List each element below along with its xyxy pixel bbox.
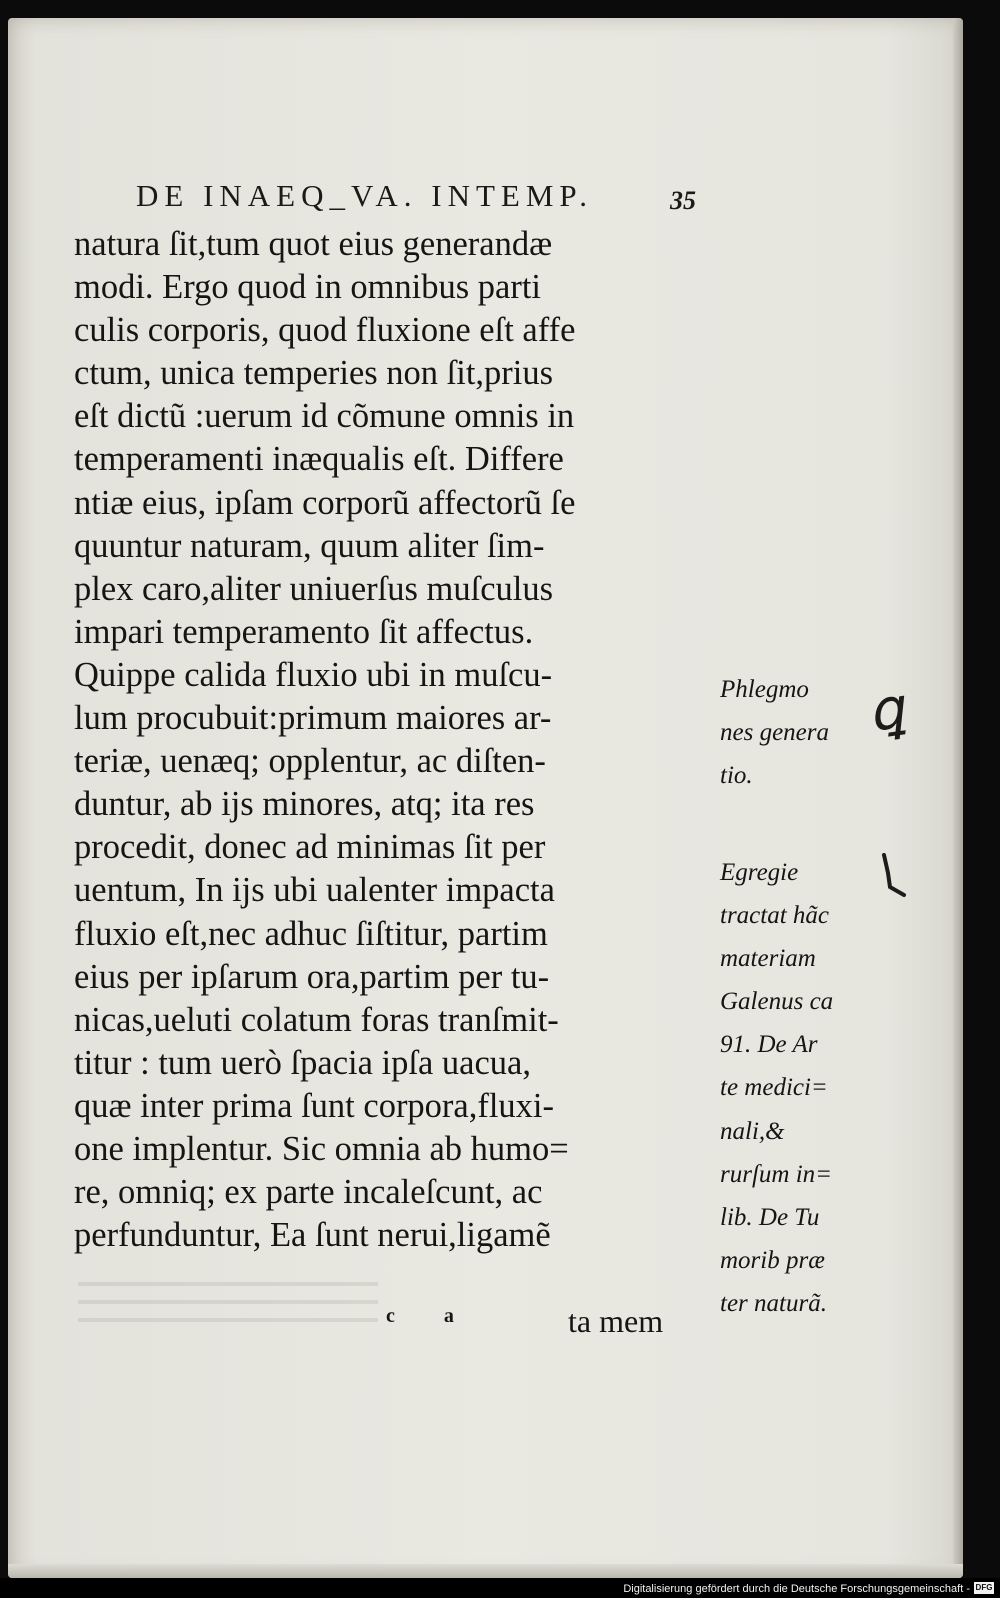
page-edge: [953, 18, 963, 1578]
marginal-note-line: morib præ: [720, 1246, 825, 1274]
text-line: eſt dictũ :uerum id cõmune omnis in: [74, 397, 575, 436]
marginal-note-line: materiam: [720, 945, 816, 973]
marginal-note-line: te medici=: [720, 1074, 828, 1102]
marginal-note-line: Egregie: [720, 859, 799, 886]
page-bottom-edge: [8, 1564, 963, 1578]
marginal-note-line: ter naturã.: [720, 1289, 827, 1317]
text-line: teriæ, uenæq; opplentur, ac diſten-: [74, 742, 546, 781]
body-text: [74, 223, 714, 1257]
text-line: quæ inter prima ſunt corpora,fluxi-: [74, 1086, 555, 1125]
text-line: uentum, In ijs ubi ualenter impacta: [74, 871, 555, 910]
handwritten-tick-mark: [878, 853, 908, 913]
text-line: quuntur naturam, quum aliter ſim-: [74, 526, 545, 565]
text-line: ntiæ eius, ipſam corporũ affectorũ ſe: [74, 483, 576, 522]
marginal-note-line: 91. De Ar: [720, 1031, 818, 1059]
digitization-credit: Digitalisierung gefördert durch die Deutsche Forschungsgemeinschaft -: [623, 1583, 970, 1595]
marginal-note-line: nali,&: [720, 1117, 785, 1145]
text-line: Quippe calida fluxio ubi in muſcu-: [74, 655, 553, 694]
text-line: duntur, ab ijs minores, atq; ita res: [74, 785, 535, 824]
text-line: re, omniq; ex parte incaleſcunt, ac: [74, 1173, 543, 1212]
text-line: procedit, donec ad minimas ſit per: [74, 828, 546, 867]
dfg-logo: DFG: [975, 1583, 993, 1592]
running-head: DE INAEQ_VA. INTEMP.: [136, 178, 593, 213]
show-through-bleed: [78, 1268, 378, 1328]
marginal-note-line: nes genera: [720, 719, 829, 747]
marginal-note-line: Galenus ca: [720, 988, 834, 1016]
page-number: 35: [670, 186, 696, 215]
text-line: fluxio eſt,nec adhuc ſiſtitur, partim: [74, 914, 548, 953]
signature-mark: c a: [386, 1305, 476, 1327]
marginal-note-line: tractat hãc: [720, 902, 830, 930]
catchword: ta mem: [568, 1303, 664, 1339]
marginal-note-line: rurſum in=: [720, 1160, 833, 1188]
text-line: culis corporis, quod fluxione eſt affe: [74, 311, 576, 350]
text-line: modi. Ergo quod in omnibus parti: [74, 268, 542, 307]
text-line: one implentur. Sic omnia ab humo=: [74, 1129, 569, 1168]
marginal-note-phlegmones: [720, 668, 880, 797]
text-line: eius per ipſarum ora,partim per tu-: [74, 957, 550, 996]
footer-bar: [0, 1578, 1000, 1598]
text-line: titur : tum uerò ſpacia ipſa uacua,: [74, 1043, 531, 1082]
text-line: lum procubuit:primum maiores ar-: [74, 699, 552, 738]
text-line: plex caro,aliter uniuerſus muſculus: [74, 569, 554, 608]
book-page: [8, 18, 963, 1578]
text-line: ctum, unica temperies non ſit,prius: [74, 354, 554, 393]
catchword-line: [378, 1303, 698, 1343]
marginal-note-line: Phlegmo: [720, 676, 809, 703]
marginal-note-line: tio.: [720, 762, 753, 790]
handwritten-annotation-mark: ꝗ: [863, 675, 908, 746]
text-line: temperamenti inæqualis eſt. Differe: [74, 440, 564, 479]
marginal-note-galenus: [720, 851, 880, 1325]
text-line: perfunduntur, Ea ſunt nerui,ligamẽ: [74, 1216, 551, 1255]
text-line: impari temperamento ſit affectus.: [74, 612, 534, 651]
text-line: nicas,ueluti colatum foras tranſmit-: [74, 1000, 559, 1039]
marginal-note-line: lib. De Tu: [720, 1203, 820, 1231]
text-line: natura ſit,tum quot eius generandæ: [74, 225, 553, 263]
